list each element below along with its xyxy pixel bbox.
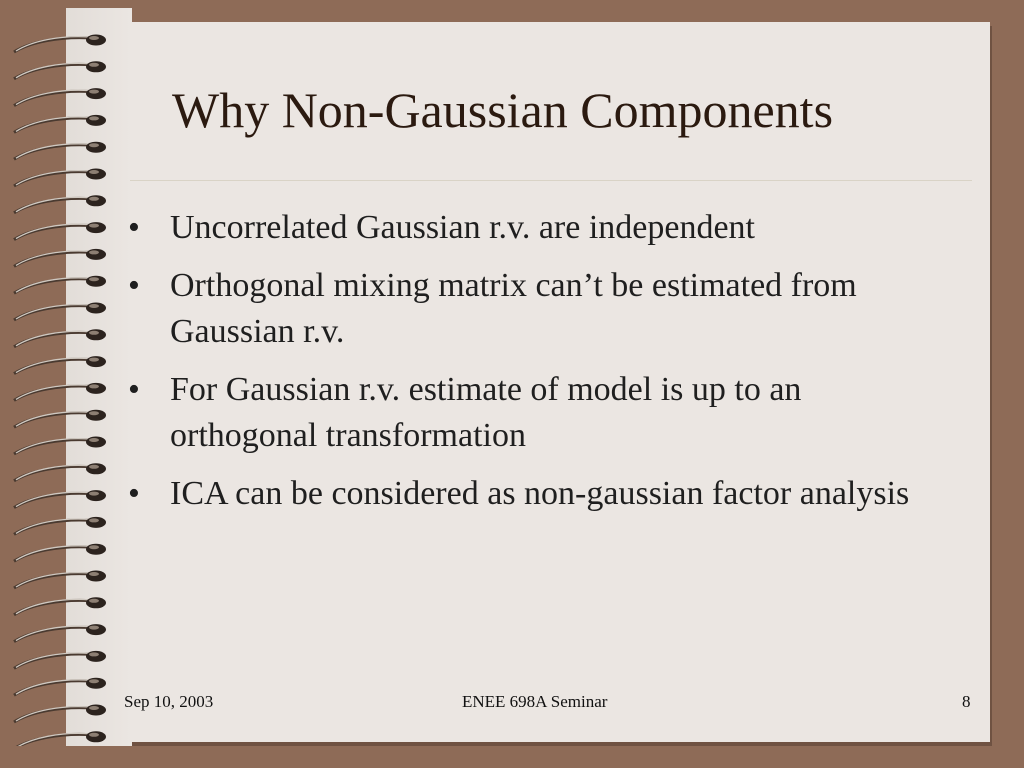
footer-event: ENEE 698A Seminar [462, 692, 608, 711]
spiral-binding [0, 8, 132, 746]
bullet-dot: • [128, 475, 140, 512]
bullet-item [128, 263, 948, 355]
footer-date: Sep 10, 2003 [124, 692, 214, 711]
binding-ring [14, 731, 106, 746]
bullet-dot: • [128, 267, 140, 304]
binding-ring [14, 463, 106, 481]
binding-ring [14, 249, 106, 267]
binding-ring [14, 597, 106, 615]
binding-ring [14, 356, 106, 374]
binding-ring [14, 651, 106, 669]
binding-ring [14, 517, 106, 535]
bullet-text: For Gaussian r.v. estimate of model is up to an orthogonal transformation [170, 371, 802, 454]
binding-ring [14, 169, 106, 187]
binding-ring [14, 571, 106, 589]
bullet-text: Orthogonal mixing matrix can’t be estimated from Gaussian r.v. [170, 267, 857, 350]
binding-ring [14, 88, 106, 106]
spiral-binding-icon [0, 8, 132, 746]
binding-ring [14, 276, 106, 294]
binding-ring [14, 678, 106, 696]
binding-ring [14, 329, 106, 347]
binding-ring [14, 195, 106, 213]
bullet-item [128, 205, 948, 251]
binding-ring [14, 61, 106, 79]
binding-ring [14, 303, 106, 321]
bullet-dot: • [128, 209, 140, 246]
binding-ring [14, 490, 106, 508]
binding-ring [14, 624, 106, 642]
bullet-item [128, 471, 948, 517]
binding-ring [14, 35, 106, 53]
binding-ring [14, 115, 106, 132]
footer-page-number: 8 [962, 692, 971, 711]
binding-ring [14, 410, 106, 428]
bullet-dot: • [128, 371, 140, 408]
title-divider [130, 180, 972, 181]
bullet-list [128, 205, 948, 529]
binding-ring [14, 142, 106, 160]
binding-ring [14, 383, 106, 401]
binding-ring [14, 437, 106, 455]
binding-ring [14, 544, 106, 562]
bullet-item [128, 367, 948, 459]
bullet-text: ICA can be considered as non-gaussian factor analysis [170, 475, 910, 512]
bullet-text: Uncorrelated Gaussian r.v. are independent [170, 209, 756, 246]
slide-title: Why Non-Gaussian Components [172, 82, 834, 138]
binding-ring [14, 705, 106, 723]
binding-ring [14, 222, 106, 240]
